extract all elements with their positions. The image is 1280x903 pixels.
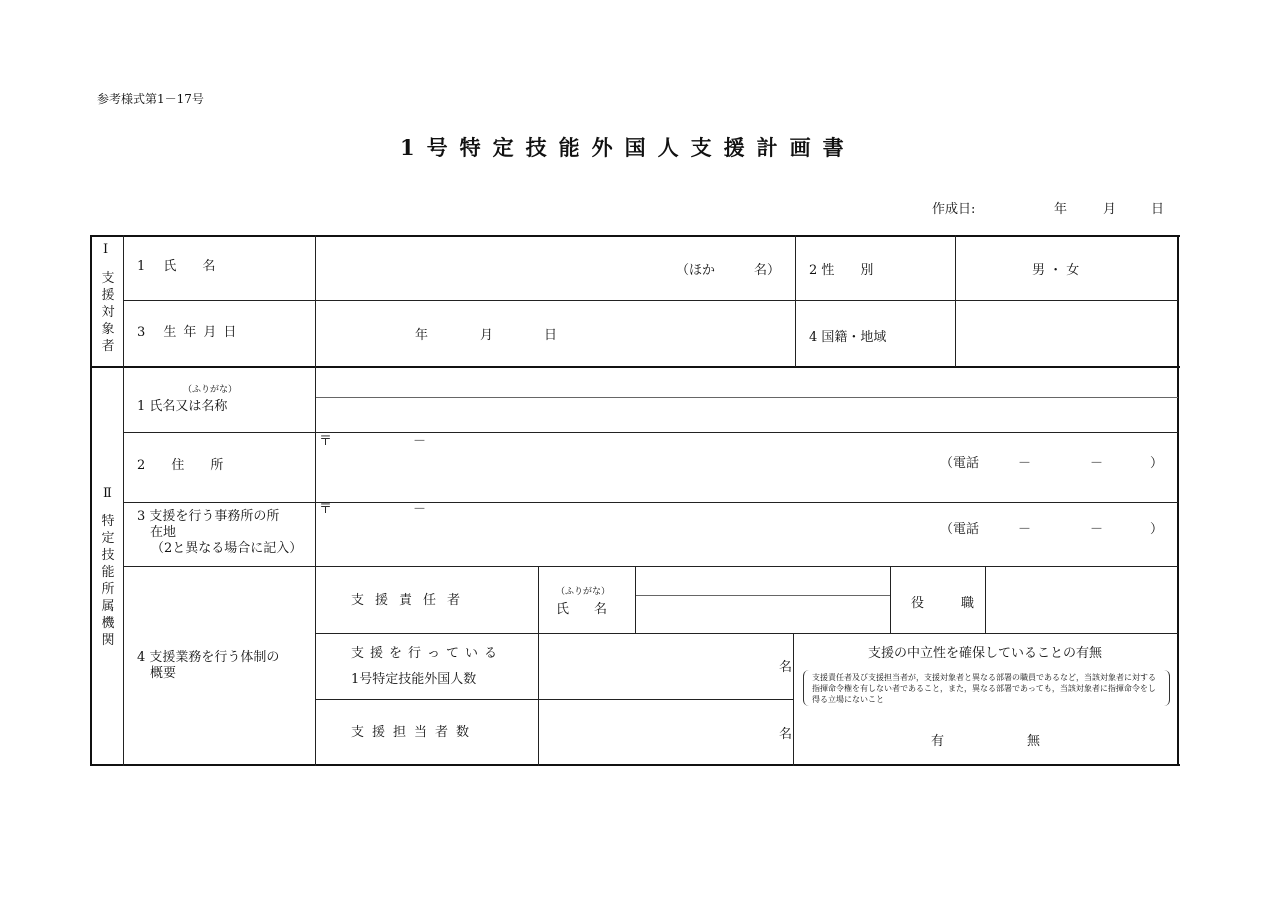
address-phone-dash1: －	[1018, 456, 1032, 471]
birth-day[interactable]: 日	[544, 328, 558, 343]
supervisor-furigana-label: （ふりがな）	[556, 587, 611, 597]
section1-label: 支援対象者	[101, 271, 115, 354]
neutrality-no[interactable]: 無	[1027, 734, 1041, 749]
gender-select[interactable]: 男 ・ 女	[1032, 263, 1080, 278]
office-address-field[interactable]	[316, 503, 1177, 565]
address-postal-mark: 〒	[319, 434, 333, 449]
office-label-line1: 3 支援を行う事務所の所	[137, 509, 280, 524]
neutrality-yes[interactable]: 有	[931, 734, 945, 749]
office-postal-dash: －	[413, 502, 427, 517]
supervisor-name-field[interactable]	[636, 567, 889, 632]
neutrality-title: 支援の中立性を確保していることの有無	[868, 646, 1103, 661]
page-title: 1号特定技能外国人支援計画書	[400, 135, 856, 160]
section1-numeral: Ⅰ	[103, 242, 109, 257]
system-label-line1: 4 支援業務を行う体制の	[137, 650, 280, 665]
address-phone-dash2: －	[1090, 456, 1104, 471]
birth-month[interactable]: 月	[480, 328, 494, 343]
system-label-line2: 概要	[150, 666, 177, 681]
org-furigana-label: （ふりがな）	[183, 385, 238, 395]
gender-label: 2 性 別	[809, 263, 874, 278]
form-number: 参考様式第1－17号	[97, 92, 204, 106]
section2-label: 特定技能所属機関	[101, 514, 115, 648]
position-label: 役 職	[911, 596, 987, 611]
address-field[interactable]	[316, 433, 1177, 501]
name-label: 1 氏 名	[137, 259, 216, 274]
creation-date-year[interactable]: 年	[1054, 202, 1068, 217]
staff-count-field[interactable]	[539, 700, 779, 764]
nationality-field[interactable]	[956, 302, 1177, 366]
office-label-line2: 在地	[150, 525, 177, 540]
birth-year[interactable]: 年	[415, 328, 429, 343]
staff-count-unit: 名	[779, 727, 793, 742]
office-phone-dash1: －	[1018, 522, 1032, 537]
creation-date-month[interactable]: 月	[1103, 202, 1117, 217]
office-phone-open: （電話	[940, 522, 980, 537]
address-label: 2 住 所	[137, 458, 224, 473]
office-postal-mark: 〒	[319, 502, 333, 517]
position-field[interactable]	[986, 567, 1177, 632]
section2-numeral: Ⅱ	[103, 486, 112, 501]
creation-date-day[interactable]: 日	[1151, 202, 1165, 217]
other-names-count[interactable]: （ほか 名）	[676, 263, 781, 278]
neutrality-note: 支援責任者及び支援担当者が，支援対象者と異なる部署の職員であるなど，当該対象者に対する指揮命令権を有しない者であること，また，異なる部署であっても，当該対象者に指揮命令をし得る立場にないこと	[812, 673, 1156, 704]
supported-label-line1: 支援を行っている	[351, 646, 504, 661]
supported-count-unit: 名	[779, 660, 793, 675]
supported-label-line2: 1号特定技能外国人数	[351, 672, 477, 687]
office-phone-dash2: －	[1090, 522, 1104, 537]
supported-count-field[interactable]	[539, 634, 779, 698]
org-name-field[interactable]	[316, 398, 1177, 431]
creation-date-label: 作成日:	[932, 202, 976, 217]
office-phone-close: ）	[1150, 522, 1164, 537]
office-label-line3: （2と異なる場合に記入）	[151, 541, 303, 556]
staff-count-label: 支援担当者数	[351, 725, 478, 740]
address-postal-dash: －	[413, 434, 427, 449]
address-phone-close: ）	[1150, 456, 1164, 471]
birth-label: 3 生年月日	[137, 325, 244, 340]
org-name-label: 1 氏名又は名称	[137, 399, 228, 414]
supervisor-name-label: 氏 名	[556, 602, 614, 617]
supervisor-label: 支援責任者	[351, 593, 472, 608]
nationality-label: 4 国籍・地域	[809, 330, 887, 345]
address-phone-open: （電話	[940, 456, 980, 471]
